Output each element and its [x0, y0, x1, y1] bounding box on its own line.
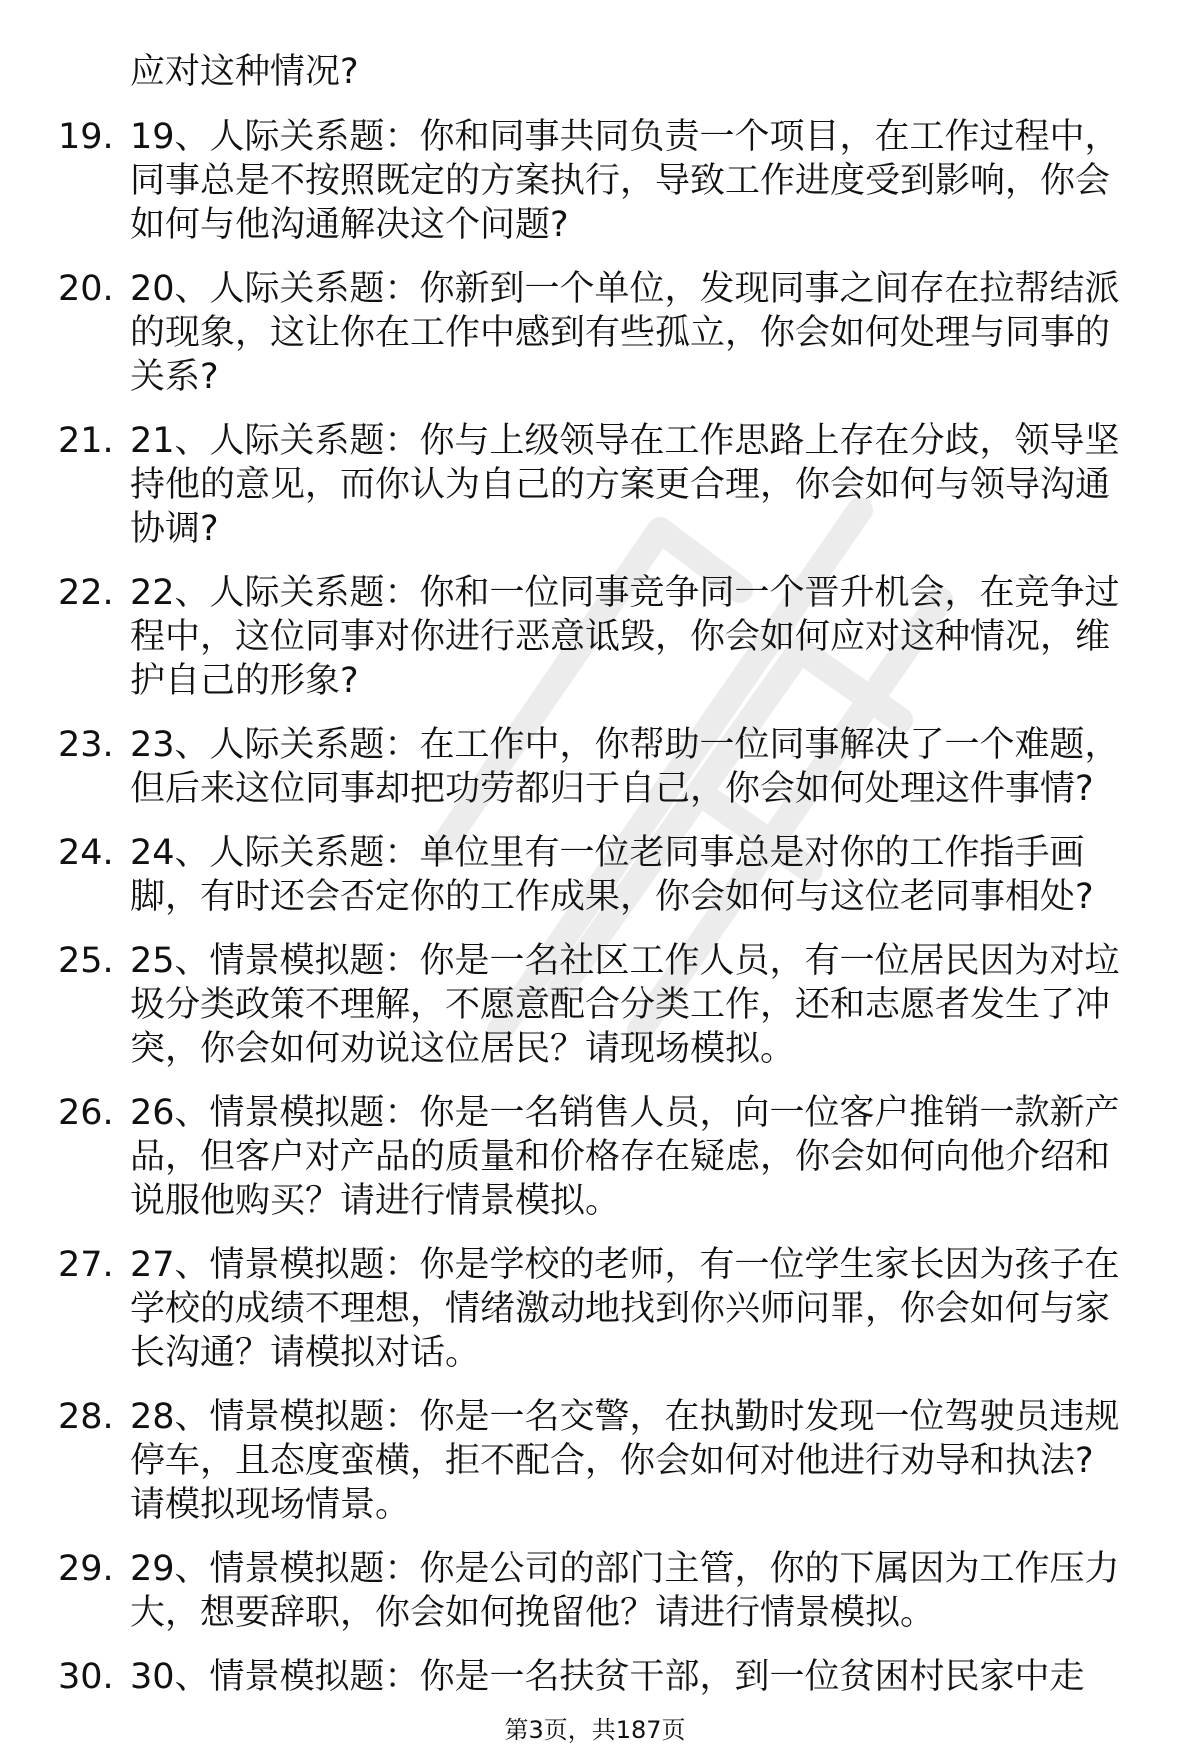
question-line: 大，想要辞职，你会如何挽留他？请进行情景模拟。 — [130, 1593, 936, 1633]
question-text — [130, 115, 1160, 247]
question-line: 说服他购买？请进行情景模拟。 — [130, 1181, 621, 1221]
list-item-number: 25. — [58, 941, 114, 981]
list-item — [0, 831, 1190, 939]
question-line: 学校的成绩不理想，情绪激动地找到你兴师问罪，你会如何与家 — [130, 1289, 1111, 1329]
list-item-number: 20. — [58, 269, 114, 309]
question-line: 29、情景模拟题：你是公司的部门主管，你的下属因为工作压力 — [130, 1549, 1120, 1589]
question-line: 脚，有时还会否定你的工作成果，你会如何与这位老同事相处? — [130, 877, 1094, 917]
list-item-number: 21. — [58, 421, 114, 461]
question-line: 品，但客户对产品的质量和价格存在疑虑，你会如何向他介绍和 — [130, 1137, 1111, 1177]
question-line: 24、人际关系题：单位里有一位老同事总是对你的工作指手画 — [130, 833, 1085, 873]
question-text — [130, 1655, 1160, 1699]
list-item — [0, 1395, 1190, 1547]
list-item-number: 23. — [58, 725, 114, 765]
question-text — [130, 1547, 1160, 1635]
question-line: 关系? — [130, 357, 219, 397]
list-item — [0, 723, 1190, 831]
list-item-number: 29. — [58, 1549, 114, 1589]
list-item-number: 27. — [58, 1245, 114, 1285]
question-line: 22、人际关系题：你和一位同事竞争同一个晋升机会，在竞争过 — [130, 573, 1120, 613]
list-item — [0, 571, 1190, 723]
list-item — [0, 267, 1190, 419]
page-footer: 第3页，共187页 — [504, 1716, 686, 1744]
list-item-number: 28. — [58, 1397, 114, 1437]
question-text — [130, 831, 1160, 919]
continuation-text: 应对这种情况? — [130, 52, 359, 92]
question-line: 19、人际关系题：你和同事共同负责一个项目，在工作过程中， — [130, 117, 1120, 157]
question-line: 圾分类政策不理解，不愿意配合分类工作，还和志愿者发生了冲 — [130, 985, 1111, 1025]
question-line: 25、情景模拟题：你是一名社区工作人员，有一位居民因为对垃 — [130, 941, 1120, 981]
question-text — [130, 939, 1160, 1071]
question-line: 20、人际关系题：你新到一个单位，发现同事之间存在拉帮结派 — [130, 269, 1120, 309]
question-text — [130, 1243, 1160, 1375]
question-line: 28、情景模拟题：你是一名交警，在执勤时发现一位驾驶员违规 — [130, 1397, 1120, 1437]
list-item — [0, 1547, 1190, 1655]
question-line: 30、情景模拟题：你是一名扶贫干部，到一位贫困村民家中走 — [130, 1657, 1085, 1697]
list-item — [0, 939, 1190, 1091]
question-line: 护自己的形象? — [130, 661, 359, 701]
question-line: 23、人际关系题：在工作中，你帮助一位同事解决了一个难题， — [130, 725, 1120, 765]
question-text — [130, 571, 1160, 703]
list-item-number: 30. — [58, 1657, 114, 1697]
question-line: 突，你会如何劝说这位居民？请现场模拟。 — [130, 1029, 796, 1069]
question-line: 的现象，这让你在工作中感到有些孤立，你会如何处理与同事的 — [130, 313, 1111, 353]
list-item-number: 22. — [58, 573, 114, 613]
question-text — [130, 723, 1160, 811]
list-item — [0, 1655, 1190, 1699]
question-line: 21、人际关系题：你与上级领导在工作思路上存在分歧，领导坚 — [130, 421, 1120, 461]
question-line: 26、情景模拟题：你是一名销售人员，向一位客户推销一款新产 — [130, 1093, 1120, 1133]
list-item — [0, 115, 1190, 267]
list-item-number: 19. — [58, 117, 114, 157]
list-item-number: 24. — [58, 833, 114, 873]
question-text — [130, 267, 1160, 399]
question-text — [130, 1091, 1160, 1223]
question-line: 持他的意见，而你认为自己的方案更合理，你会如何与领导沟通 — [130, 465, 1111, 505]
question-line: 如何与他沟通解决这个问题? — [130, 205, 569, 245]
list-item — [0, 1243, 1190, 1395]
question-line: 但后来这位同事却把功劳都归于自己，你会如何处理这件事情? — [130, 769, 1094, 809]
list-item — [0, 419, 1190, 571]
question-line: 协调? — [130, 509, 219, 549]
list-item-number: 26. — [58, 1093, 114, 1133]
question-line: 27、情景模拟题：你是学校的老师，有一位学生家长因为孩子在 — [130, 1245, 1120, 1285]
list-item — [0, 1091, 1190, 1243]
question-line: 停车，且态度蛮横，拒不配合，你会如何对他进行劝导和执法? — [130, 1441, 1094, 1481]
question-line: 同事总是不按照既定的方案执行，导致工作进度受到影响，你会 — [130, 161, 1111, 201]
question-line: 请模拟现场情景。 — [130, 1485, 411, 1525]
question-line: 长沟通？请模拟对话。 — [130, 1333, 481, 1373]
question-text — [130, 1395, 1160, 1527]
question-line: 程中，这位同事对你进行恶意诋毁，你会如何应对这种情况，维 — [130, 617, 1111, 657]
question-text — [130, 419, 1160, 551]
